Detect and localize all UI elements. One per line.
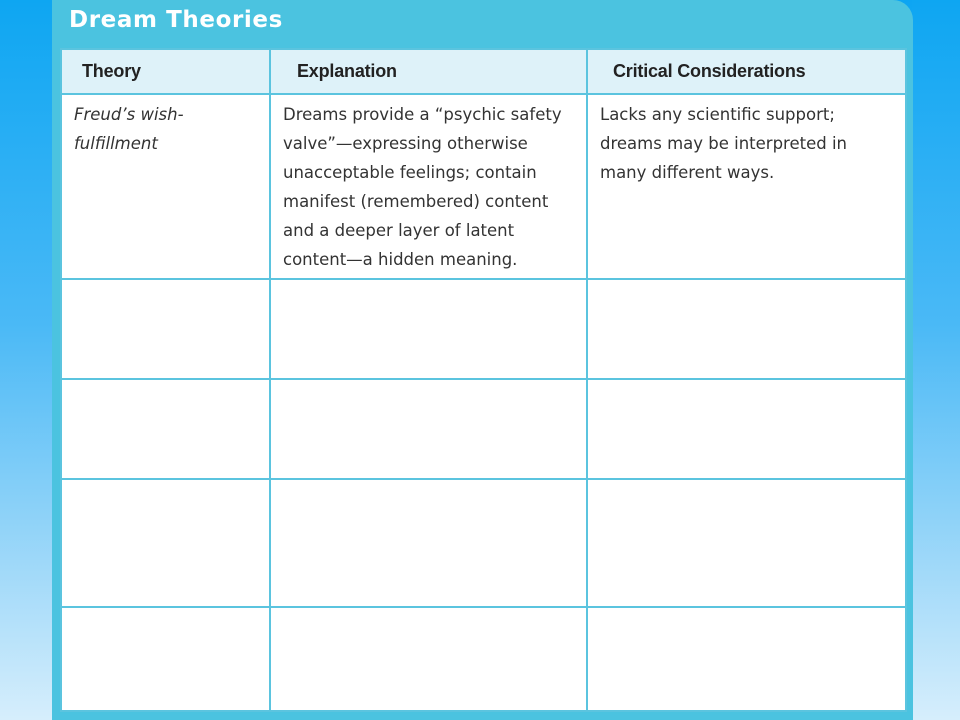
background-left-band [0, 0, 52, 720]
table-row [61, 379, 906, 479]
cell-critical-considerations [587, 379, 906, 479]
cell-theory [61, 379, 270, 479]
cell-critical-considerations [587, 607, 906, 711]
header-explanation: Explanation [270, 49, 587, 94]
cell-explanation [270, 479, 587, 607]
table-row [61, 279, 906, 379]
table-header-row [61, 49, 906, 94]
cell-explanation [270, 607, 587, 711]
cell-critical-considerations: Lacks any scientific support; dreams may be interpreted in many different ways. [587, 94, 906, 279]
table-row [61, 607, 906, 711]
cell-theory [61, 607, 270, 711]
cell-critical-considerations [587, 479, 906, 607]
dream-theories-card [52, 0, 913, 720]
table-row [61, 479, 906, 607]
table-sheet [60, 48, 905, 710]
cell-theory: Freud’s wish-fulfillment [61, 94, 270, 279]
cell-critical-considerations [587, 279, 906, 379]
header-theory: Theory [61, 49, 270, 94]
cell-theory [61, 479, 270, 607]
dream-theories-table [60, 48, 907, 712]
table-row [61, 94, 906, 279]
cell-explanation: Dreams provide a “psychic safety valve”—expressing otherwise unacceptable feelings; contain manifest (remembered) content and a deeper layer of latent content—a hidden meaning. [270, 94, 587, 279]
cell-theory [61, 279, 270, 379]
background-right-band [912, 0, 960, 720]
cell-explanation [270, 279, 587, 379]
card-title: Dream Theories [69, 7, 283, 33]
cell-explanation [270, 379, 587, 479]
header-critical-considerations: Critical Considerations [587, 49, 906, 94]
